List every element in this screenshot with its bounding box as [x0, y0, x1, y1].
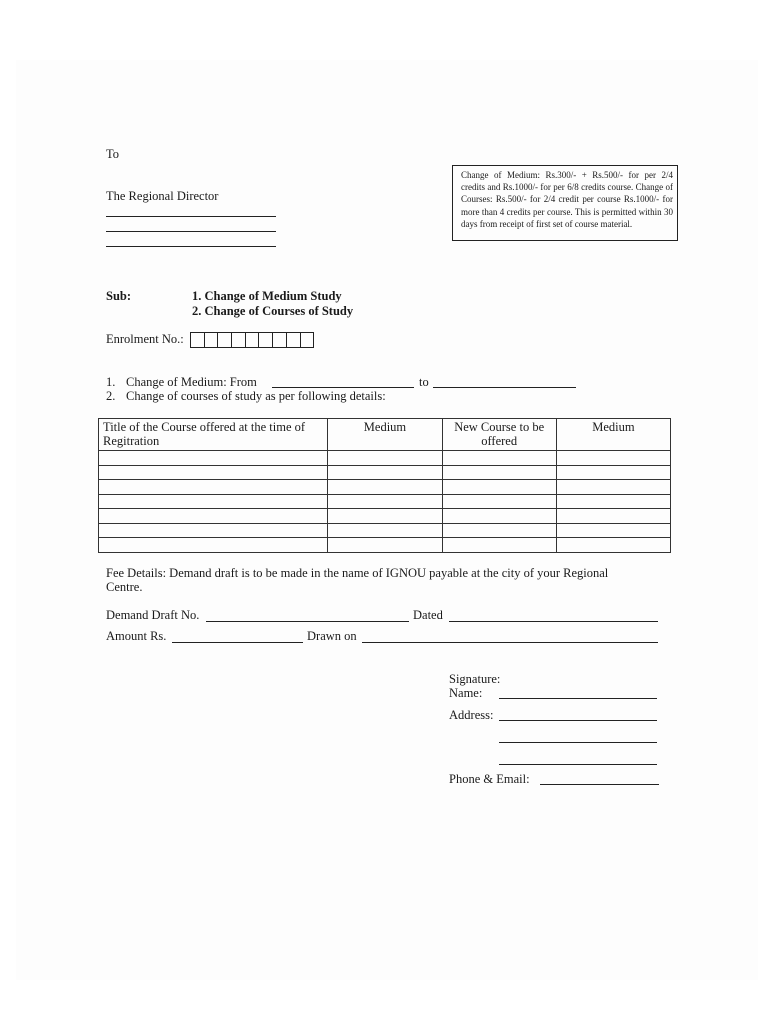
address-line-1 — [106, 216, 276, 217]
subject-line-1: 1. Change of Medium Study — [192, 289, 342, 303]
to-word: to — [419, 375, 429, 389]
address-label: Address: — [449, 708, 494, 722]
table-row[interactable] — [99, 538, 671, 553]
amount-line[interactable] — [172, 642, 303, 643]
address-line-b[interactable] — [499, 742, 657, 743]
amount-label: Amount Rs. — [106, 629, 167, 643]
table-row[interactable] — [99, 465, 671, 480]
to-label: To — [106, 147, 120, 161]
enrolment-digit-box[interactable] — [286, 332, 301, 348]
medium-to-line[interactable] — [433, 387, 576, 388]
enrolment-digit-box[interactable] — [204, 332, 219, 348]
drawn-on-line[interactable] — [362, 642, 658, 643]
subject-line-2: 2. Change of Courses of Study — [192, 304, 354, 318]
address-line-3 — [106, 246, 276, 247]
enrolment-digit-box[interactable] — [300, 332, 315, 348]
header-medium: Medium — [328, 419, 442, 451]
enrolment-digit-box[interactable] — [190, 332, 205, 348]
phone-email-line[interactable] — [540, 784, 659, 785]
table-header-row — [99, 419, 671, 451]
item-1-number: 1. — [106, 375, 116, 389]
fee-note-box: Change of Medium: Rs.300/- + Rs.500/- for per 2/4 credits and Rs.1000/- for per 6/8 credits course. Change of Courses: Rs.500/- for 2/4 credit per course Rs.1000/- for more than 4 credits per course. This is permitted within 30 days from receipt of first set of course material. — [452, 165, 678, 241]
demand-draft-line[interactable] — [206, 621, 409, 622]
medium-from-line[interactable] — [272, 387, 414, 388]
dated-line[interactable] — [449, 621, 658, 622]
address-line-a[interactable] — [499, 720, 657, 721]
table-row[interactable] — [99, 480, 671, 495]
address-line-c[interactable] — [499, 764, 657, 765]
table-row[interactable] — [99, 523, 671, 538]
subject-label: Sub: — [106, 289, 132, 303]
address-line-2 — [106, 231, 276, 232]
recipient-label: The Regional Director — [106, 189, 219, 203]
item-1-text: Change of Medium: From — [126, 375, 257, 389]
table-row[interactable] — [99, 509, 671, 524]
phone-email-label: Phone & Email: — [449, 772, 530, 786]
name-label: Name: — [449, 686, 483, 700]
table-row[interactable] — [99, 494, 671, 509]
enrolment-number-boxes[interactable] — [191, 332, 314, 348]
signature-label: Signature: — [449, 672, 501, 686]
item-2-number: 2. — [106, 389, 116, 403]
header-course-title: Title of the Course offered at the time of Regitration — [99, 419, 328, 451]
header-new-medium: Medium — [556, 419, 670, 451]
dated-label: Dated — [413, 608, 443, 622]
table-row[interactable] — [99, 451, 671, 466]
demand-draft-label: Demand Draft No. — [106, 608, 200, 622]
drawn-on-label: Drawn on — [307, 629, 357, 643]
enrolment-digit-box[interactable] — [231, 332, 246, 348]
course-table — [98, 418, 671, 553]
item-2-text: Change of courses of study as per following details: — [126, 389, 386, 403]
name-line[interactable] — [499, 698, 657, 699]
enrolment-digit-box[interactable] — [217, 332, 232, 348]
header-new-course: New Course to be offered — [442, 419, 556, 451]
enrolment-digit-box[interactable] — [272, 332, 287, 348]
fee-details-text: Fee Details: Demand draft is to be made in the name of IGNOU payable at the city of your Regional Centre. — [106, 566, 609, 594]
enrolment-label: Enrolment No.: — [106, 332, 184, 346]
enrolment-digit-box[interactable] — [258, 332, 273, 348]
enrolment-digit-box[interactable] — [245, 332, 260, 348]
